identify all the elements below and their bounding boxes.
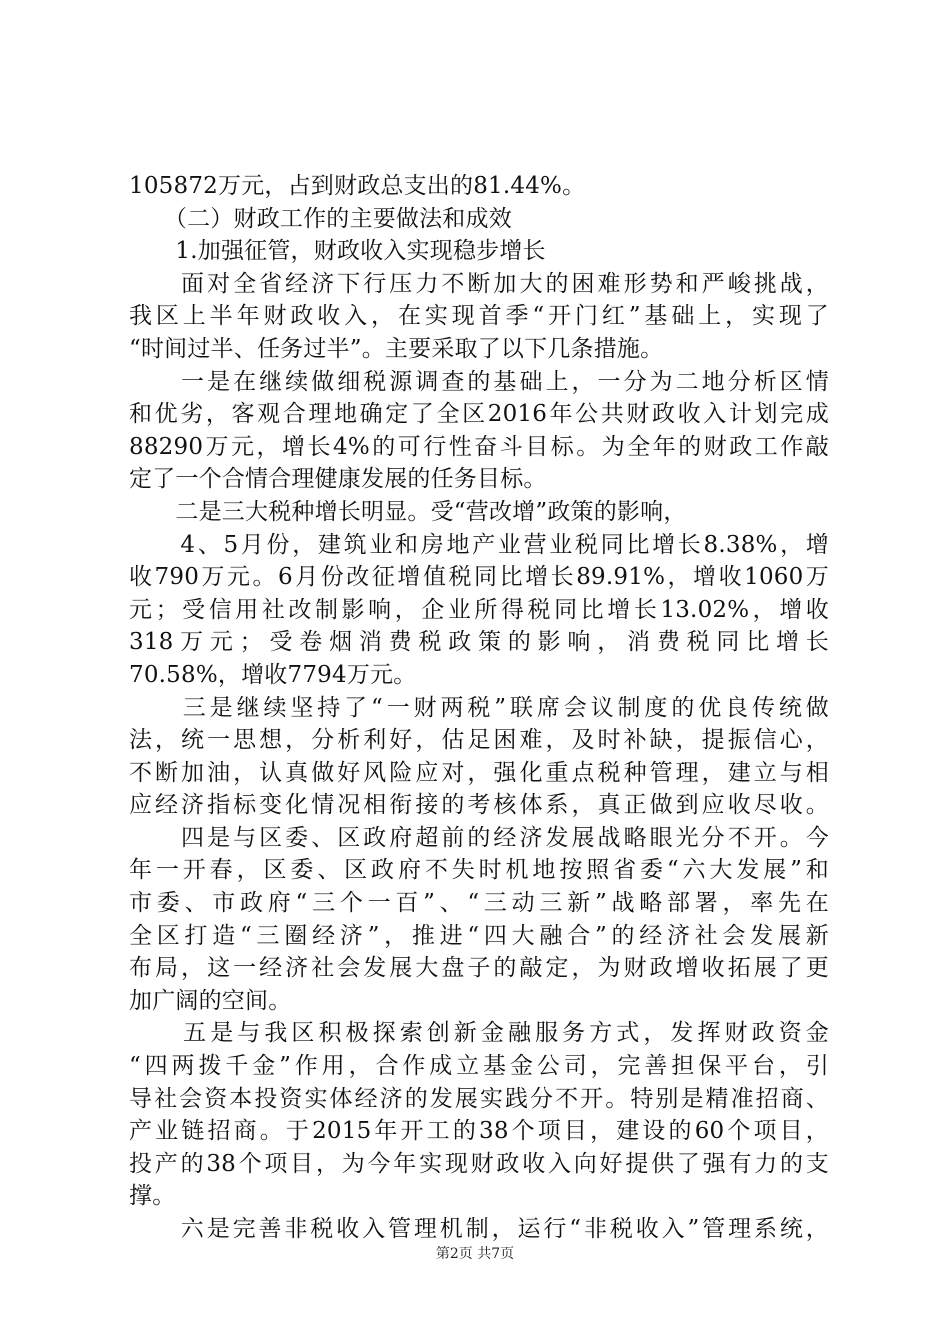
text-line: 一是在继续做细税源调查的基础上，一分为二地分析区情 xyxy=(129,368,829,395)
text-line: 五是与我区积极探索创新金融服务方式，发挥财政资金 xyxy=(129,1020,829,1047)
text-line: 和优劣，客观合理地确定了全区2016年公共财政收入计划完成 xyxy=(129,401,829,428)
text-line: 加广阔的空间。 xyxy=(129,987,292,1014)
text-line: 布局，这一经济社会发展大盘子的敲定，为财政增收拓展了更 xyxy=(129,955,829,982)
text-line: 4、5月份，建筑业和房地产业营业税同比增长8.38%，增 xyxy=(129,531,829,558)
subsection-heading: 1.加强征管，财政收入实现稳步增长 xyxy=(129,238,546,265)
text-line: 六是完善非税收入管理机制，运行“非税收入”管理系统， xyxy=(129,1216,829,1242)
text-line: 收790万元。6月份改征增值税同比增长89.91%，增收1060万 xyxy=(129,564,829,591)
text-line: “时间过半、任务过半”。主要采取了以下几条措施。 xyxy=(129,335,664,362)
text-line: 88290万元，增长4%的可行性奋斗目标。为全年的财政工作敲 xyxy=(129,433,829,460)
text-line: 年一开春，区委、区政府不失时机地按照省委“六大发展”和 xyxy=(129,857,829,884)
text-line: “四两拨千金”作用，合作成立基金公司，完善担保平台，引 xyxy=(129,1053,829,1080)
text-line: 四是与区委、区政府超前的经济发展战略眼光分不开。今 xyxy=(129,824,829,851)
text-line: 105872万元，占到财政总支出的81.44%。 xyxy=(129,173,586,199)
page-number-footer: 第2页 共7页 xyxy=(435,1246,515,1262)
text-line: 70.58%，增收7794万元。 xyxy=(129,661,417,688)
text-line: 撑。 xyxy=(129,1183,176,1210)
body-text xyxy=(129,170,829,1246)
text-line: 面对全省经济下行压力不断加大的困难形势和严峻挑战， xyxy=(129,270,829,297)
text-line: 二是三大税种增长明显。受“营改增”政策的影响， xyxy=(129,498,687,525)
text-line: 市委、市政府“三个一百”、“三动三新”战略部署，率先在 xyxy=(129,890,829,917)
text-line: 元；受信用社改制影响，企业所得税同比增长13.02%，增收 xyxy=(129,596,829,623)
text-line: 三是继续坚持了“一财两税”联席会议制度的优良传统做 xyxy=(129,694,829,721)
text-line: 我区上半年财政收入，在实现首季“开门红”基础上，实现了 xyxy=(129,303,829,330)
text-line: 全区打造“三圈经济”，推进“四大融合”的经济社会发展新 xyxy=(129,922,829,949)
text-line: 法，统一思想，分析利好，估足困难，及时补缺，提振信心， xyxy=(129,727,829,754)
text-line: 不断加油，认真做好风险应对，强化重点税种管理，建立与相 xyxy=(129,759,829,786)
text-line: 应经济指标变化情况相衔接的考核体系，真正做到应收尽收。 xyxy=(129,792,829,819)
text-line: 318万元；受卷烟消费税政策的影响，消费税同比增长 xyxy=(129,629,829,656)
section-heading: （二）财政工作的主要做法和成效 xyxy=(129,205,512,232)
text-line: 投产的38个项目，为今年实现财政收入向好提供了强有力的支 xyxy=(129,1150,829,1177)
text-line: 产业链招商。于2015年开工的38个项目，建设的60个项目， xyxy=(129,1118,829,1145)
text-line: 定了一个合情合理健康发展的任务目标。 xyxy=(129,466,547,493)
text-line: 导社会资本投资实体经济的发展实践分不开。特别是精准招商、 xyxy=(129,1085,829,1112)
